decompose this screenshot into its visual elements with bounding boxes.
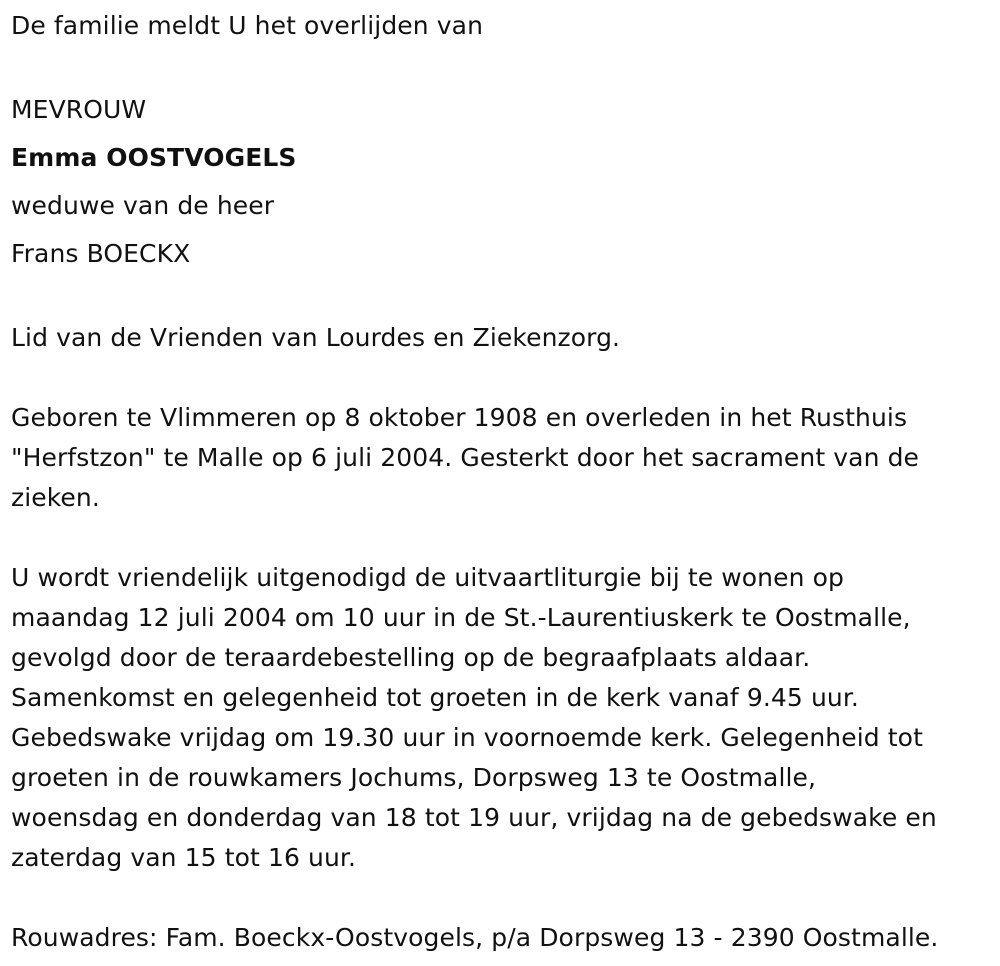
deceased-block — [11, 86, 986, 278]
funeral-line: Gebedswake vrijdag om 19.30 uur in voornoemde kerk. Gelegenheid tot — [11, 723, 923, 752]
deceased-name: Emma OOSTVOGELS — [11, 143, 297, 172]
spacer — [11, 358, 986, 398]
intro-line: De familie meldt U het overlijden van — [11, 11, 484, 40]
birth-death-line: "Herfstzon" te Malle op 6 juli 2004. Gesterkt door het sacrament van de — [11, 443, 920, 472]
funeral-paragraph — [11, 558, 986, 878]
spacer — [11, 878, 986, 918]
birth-death-line: zieken. — [11, 483, 100, 512]
funeral-line: maandag 12 juli 2004 om 10 uur in de St.-Laurentiuskerk te Oostmalle, — [11, 603, 911, 632]
obituary-notice — [11, 6, 986, 958]
mourning-address: Rouwadres: Fam. Boeckx-Oostvogels, p/a Dorpsweg 13 - 2390 Oostmalle. — [11, 923, 939, 952]
spacer — [11, 278, 986, 318]
deceased-spouse: Frans BOECKX — [11, 239, 191, 268]
birth-death-paragraph — [11, 398, 986, 518]
membership-line: Lid van de Vrienden van Lourdes en Ziekenzorg. — [11, 323, 621, 352]
funeral-line: groeten in de rouwkamers Jochums, Dorpsweg 13 te Oostmalle, — [11, 763, 817, 792]
spacer — [11, 518, 986, 558]
spacer — [11, 46, 986, 86]
funeral-line: gevolgd door de teraardebestelling op de begraafplaats aldaar. — [11, 643, 811, 672]
deceased-relation: weduwe van de heer — [11, 191, 275, 220]
funeral-line: Samenkomst en gelegenheid tot groeten in de kerk vanaf 9.45 uur. — [11, 683, 859, 712]
funeral-line: U wordt vriendelijk uitgenodigd de uitvaartliturgie bij te wonen op — [11, 563, 844, 592]
funeral-line: zaterdag van 15 tot 16 uur. — [11, 843, 357, 872]
funeral-line: woensdag en donderdag van 18 tot 19 uur, vrijdag na de gebedswake en — [11, 803, 937, 832]
deceased-title: MEVROUW — [11, 95, 147, 124]
birth-death-line: Geboren te Vlimmeren op 8 oktober 1908 en overleden in het Rusthuis — [11, 403, 908, 432]
